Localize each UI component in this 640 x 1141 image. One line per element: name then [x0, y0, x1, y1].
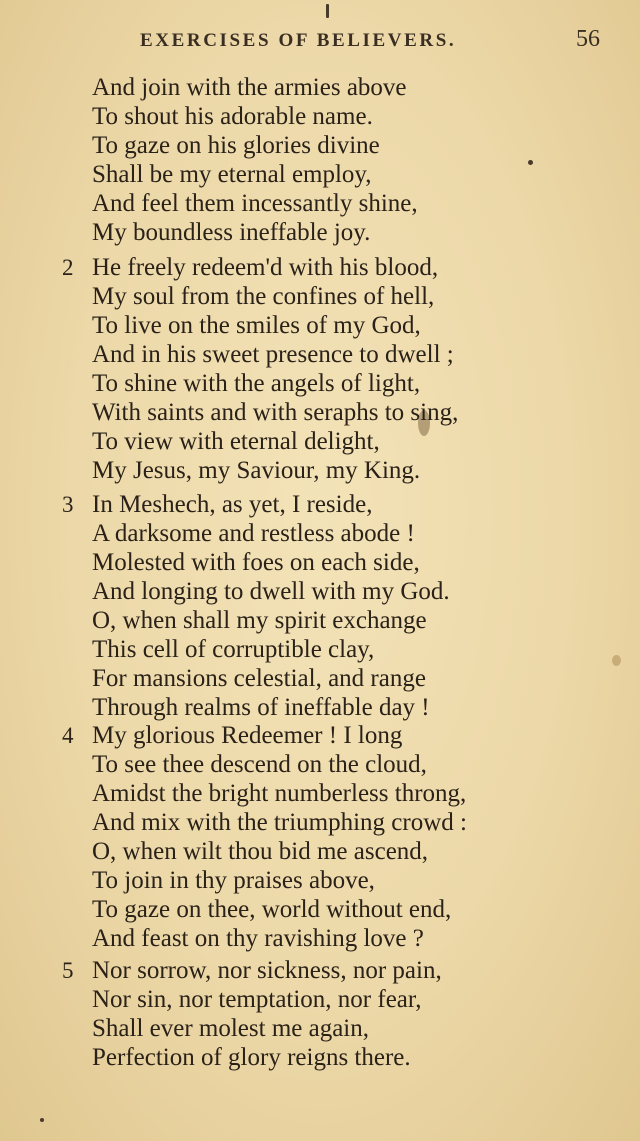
stanza-number: 5: [62, 958, 74, 983]
verse-line: To shout his adorable name.: [92, 103, 373, 130]
verse-line: With saints and with seraphs to sing,: [92, 399, 459, 426]
stanza-5: [0, 956, 640, 1072]
stanza-number: 3: [62, 492, 74, 517]
page-header: [0, 28, 640, 62]
verse-line: A darksome and restless abode !: [92, 520, 415, 547]
verse-line: O, when shall my spirit exchange: [92, 607, 427, 634]
verse-line: This cell of corruptible clay,: [92, 636, 375, 663]
stanza-number: 2: [62, 255, 74, 280]
verse-line: To gaze on thee, world without end,: [92, 896, 452, 923]
verse-line: My Jesus, my Saviour, my King.: [92, 457, 421, 484]
verse-line: Nor sin, nor temptation, nor fear,: [92, 986, 422, 1013]
stanza-4: [0, 721, 640, 953]
ink-mark: [326, 4, 329, 18]
verse-line: Perfection of glory reigns there.: [92, 1044, 411, 1071]
stanza-3: [0, 490, 640, 722]
verse-line: Shall be my eternal employ,: [92, 161, 372, 188]
verse-line: 3 In Meshech, as yet, I reside,: [62, 491, 373, 518]
verse-line: And feast on thy ravishing love ?: [92, 925, 424, 952]
verse-line: O, when wilt thou bid me ascend,: [92, 838, 429, 865]
verse-line: And join with the armies above: [92, 74, 407, 101]
verse-line: To see thee descend on the cloud,: [92, 751, 427, 778]
running-title: EXERCISES OF BELIEVERS.: [140, 30, 457, 51]
verse-line: To join in thy praises above,: [92, 867, 375, 894]
verse-line: Amidst the bright numberless throng,: [92, 780, 467, 807]
stanza-2: [0, 253, 640, 485]
stanza-1: [0, 73, 640, 247]
verse-line: And in his sweet presence to dwell ;: [92, 341, 454, 368]
verse-line: My boundless ineffable joy.: [92, 219, 371, 246]
page-number: 56: [576, 26, 600, 52]
verse-line: 4 My glorious Redeemer ! I long: [62, 722, 403, 749]
verse-line: To gaze on his glories divine: [92, 132, 380, 159]
verse-line: And feel them incessantly shine,: [92, 190, 418, 217]
stanza-number: 4: [62, 723, 74, 748]
verse-line: To view with eternal delight,: [92, 428, 380, 455]
verse-line: My soul from the confines of hell,: [92, 283, 435, 310]
verse-line: To shine with the angels of light,: [92, 370, 421, 397]
verse-line: Through realms of ineffable day !: [92, 694, 430, 721]
verse-line: And longing to dwell with my God.: [92, 578, 450, 605]
verse-line: To live on the smiles of my God,: [92, 312, 421, 339]
verse-line: 2 He freely redeem'd with his blood,: [62, 254, 439, 281]
verse-line: Molested with foes on each side,: [92, 549, 420, 576]
verse-line: For mansions celestial, and range: [92, 665, 426, 692]
verse-line: Shall ever molest me again,: [92, 1015, 370, 1042]
verse-line: 5 Nor sorrow, nor sickness, nor pain,: [62, 957, 442, 984]
verse-line: And mix with the triumphing crowd :: [92, 809, 467, 836]
ink-speck: [40, 1118, 44, 1122]
